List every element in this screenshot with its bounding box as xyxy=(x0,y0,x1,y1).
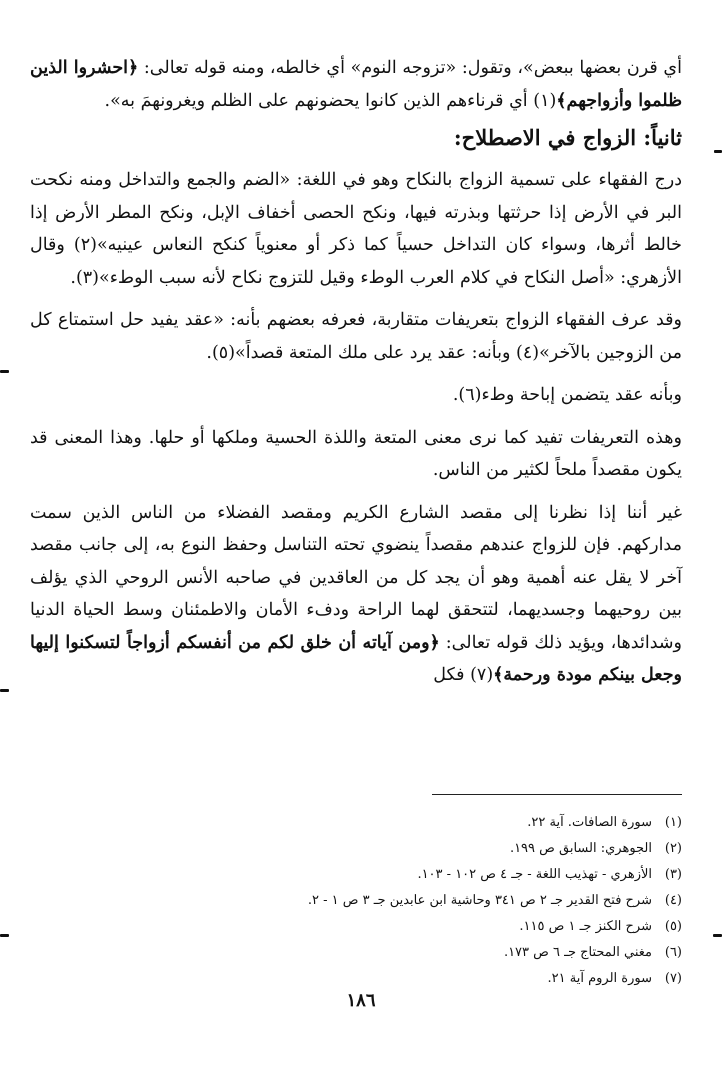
paragraph-4: وبأنه عقد يتضمن إباحة وطء(٦). xyxy=(452,385,682,405)
footnote: (٣) الأزهري - تهذيب اللغة - جـ ٤ ص ١٠٢ - ١٠٣. xyxy=(417,867,682,882)
paragraph-2: درج الفقهاء على تسمية الزواج بالنكاح وهو في اللغة: «الضم والجمع والتداخل ومنه نكحت البر في الأرض إذا حرثتها وبذرته فيها، ونكح الحصى أخفاف الإبل، ونكح المطر الأرض إذا خالط أثرها، وسواء كان التداخل حسياً كما ذكر أو معنوياً كنكح النعاس عينيه»(٢) وقال الأزهري: «أصل النكاح في كلام العرب الوطء وقيل للتزوج نكاح لأنه سبب الوطء»(٣). xyxy=(30,170,682,288)
footnote: (٢) الجوهري: السابق ص ١٩٩. xyxy=(509,841,682,856)
footnote: (١) سورة الصافات. آية ٢٢. xyxy=(527,815,682,830)
quran-verse: ﴿ومن آياته أن خلق لكم من أنفسكم أزواجاً لتسكنوا إليها وجعل بينكم مودة ورحمة﴾ xyxy=(30,632,682,685)
margin-mark xyxy=(714,150,722,153)
quran-verse: ﴿احشروا الذين ظلموا وأزواجهم﴾ xyxy=(30,58,682,111)
footnote: (٧) سورة الروم آية ٢١. xyxy=(547,971,682,986)
footnote: (٥) شرح الكنز جـ ١ ص ١١٥. xyxy=(519,919,682,934)
margin-mark xyxy=(0,934,9,937)
footnotes xyxy=(60,810,682,992)
margin-mark xyxy=(0,689,9,692)
footnote: (٦) مغني المحتاج جـ ٦ ص ١٧٣. xyxy=(503,945,682,960)
section-heading: ثانياً: الزواج في الاصطلاح: xyxy=(453,125,682,150)
footnote-separator xyxy=(432,794,682,795)
margin-mark xyxy=(713,934,722,937)
page-body xyxy=(30,52,682,692)
footnote: (٤) شرح فتح القدير جـ ٢ ص ٣٤١ وحاشية ابن عابدين جـ ٣ ص ١ - ٢. xyxy=(307,893,682,908)
page-number: ١٨٦ xyxy=(346,990,376,1011)
paragraph-5: وهذه التعريفات تفيد كما نرى معنى المتعة واللذة الحسية وملكها أو حلها. وهذا المعنى قد يكون مقصداً ملحاً لكثير من الناس. xyxy=(30,427,682,480)
paragraph-3: وقد عرف الفقهاء الزواج بتعريفات متقاربة، فعرفه بعضهم بأنه: «عقد يفيد حل استمتاع كل من الزوجين بالآخر»(٤) وبأنه: عقد يرد على ملك المتعة قصداً»(٥). xyxy=(30,310,682,363)
margin-mark xyxy=(0,370,9,373)
paragraph-1: أي قرن بعضها ببعض»، وتقول: «تزوجه النوم» أي خالطه، ومنه قوله تعالى: ﴿احشروا الذين ظلموا وأزواجهم﴾(١) أي قرناءهم الذين كانوا يحضونهم على الظلم ويغرونهمَ به». xyxy=(30,58,682,111)
paragraph-6: غير أننا إذا نظرنا إلى مقصد الشارع الكريم ومقصد الفضلاء من الناس الذين سمت مداركهم. فإن للزواج عندهم مقصداً ينضوي تحته التناسل وحفظ النوع به، إلى جانب مقصد آخر لا يقل عنه أهمية وهو أن يجد كل من العاقدين في صاحبه الأنس الروحي الذي يؤلف بين روحيهما وجسديهما، لتتحقق لهما الراحة ودفء الأمان والاطمئنان وسط الحياة الدنيا وشدائدها، ويؤيد ذلك قوله تعالى: ﴿ومن آياته أن خلق لكم من أنفسكم أزواجاً لتسكنوا إليها وجعل بينكم مودة ورحمة﴾(٧) فكل xyxy=(30,502,682,685)
